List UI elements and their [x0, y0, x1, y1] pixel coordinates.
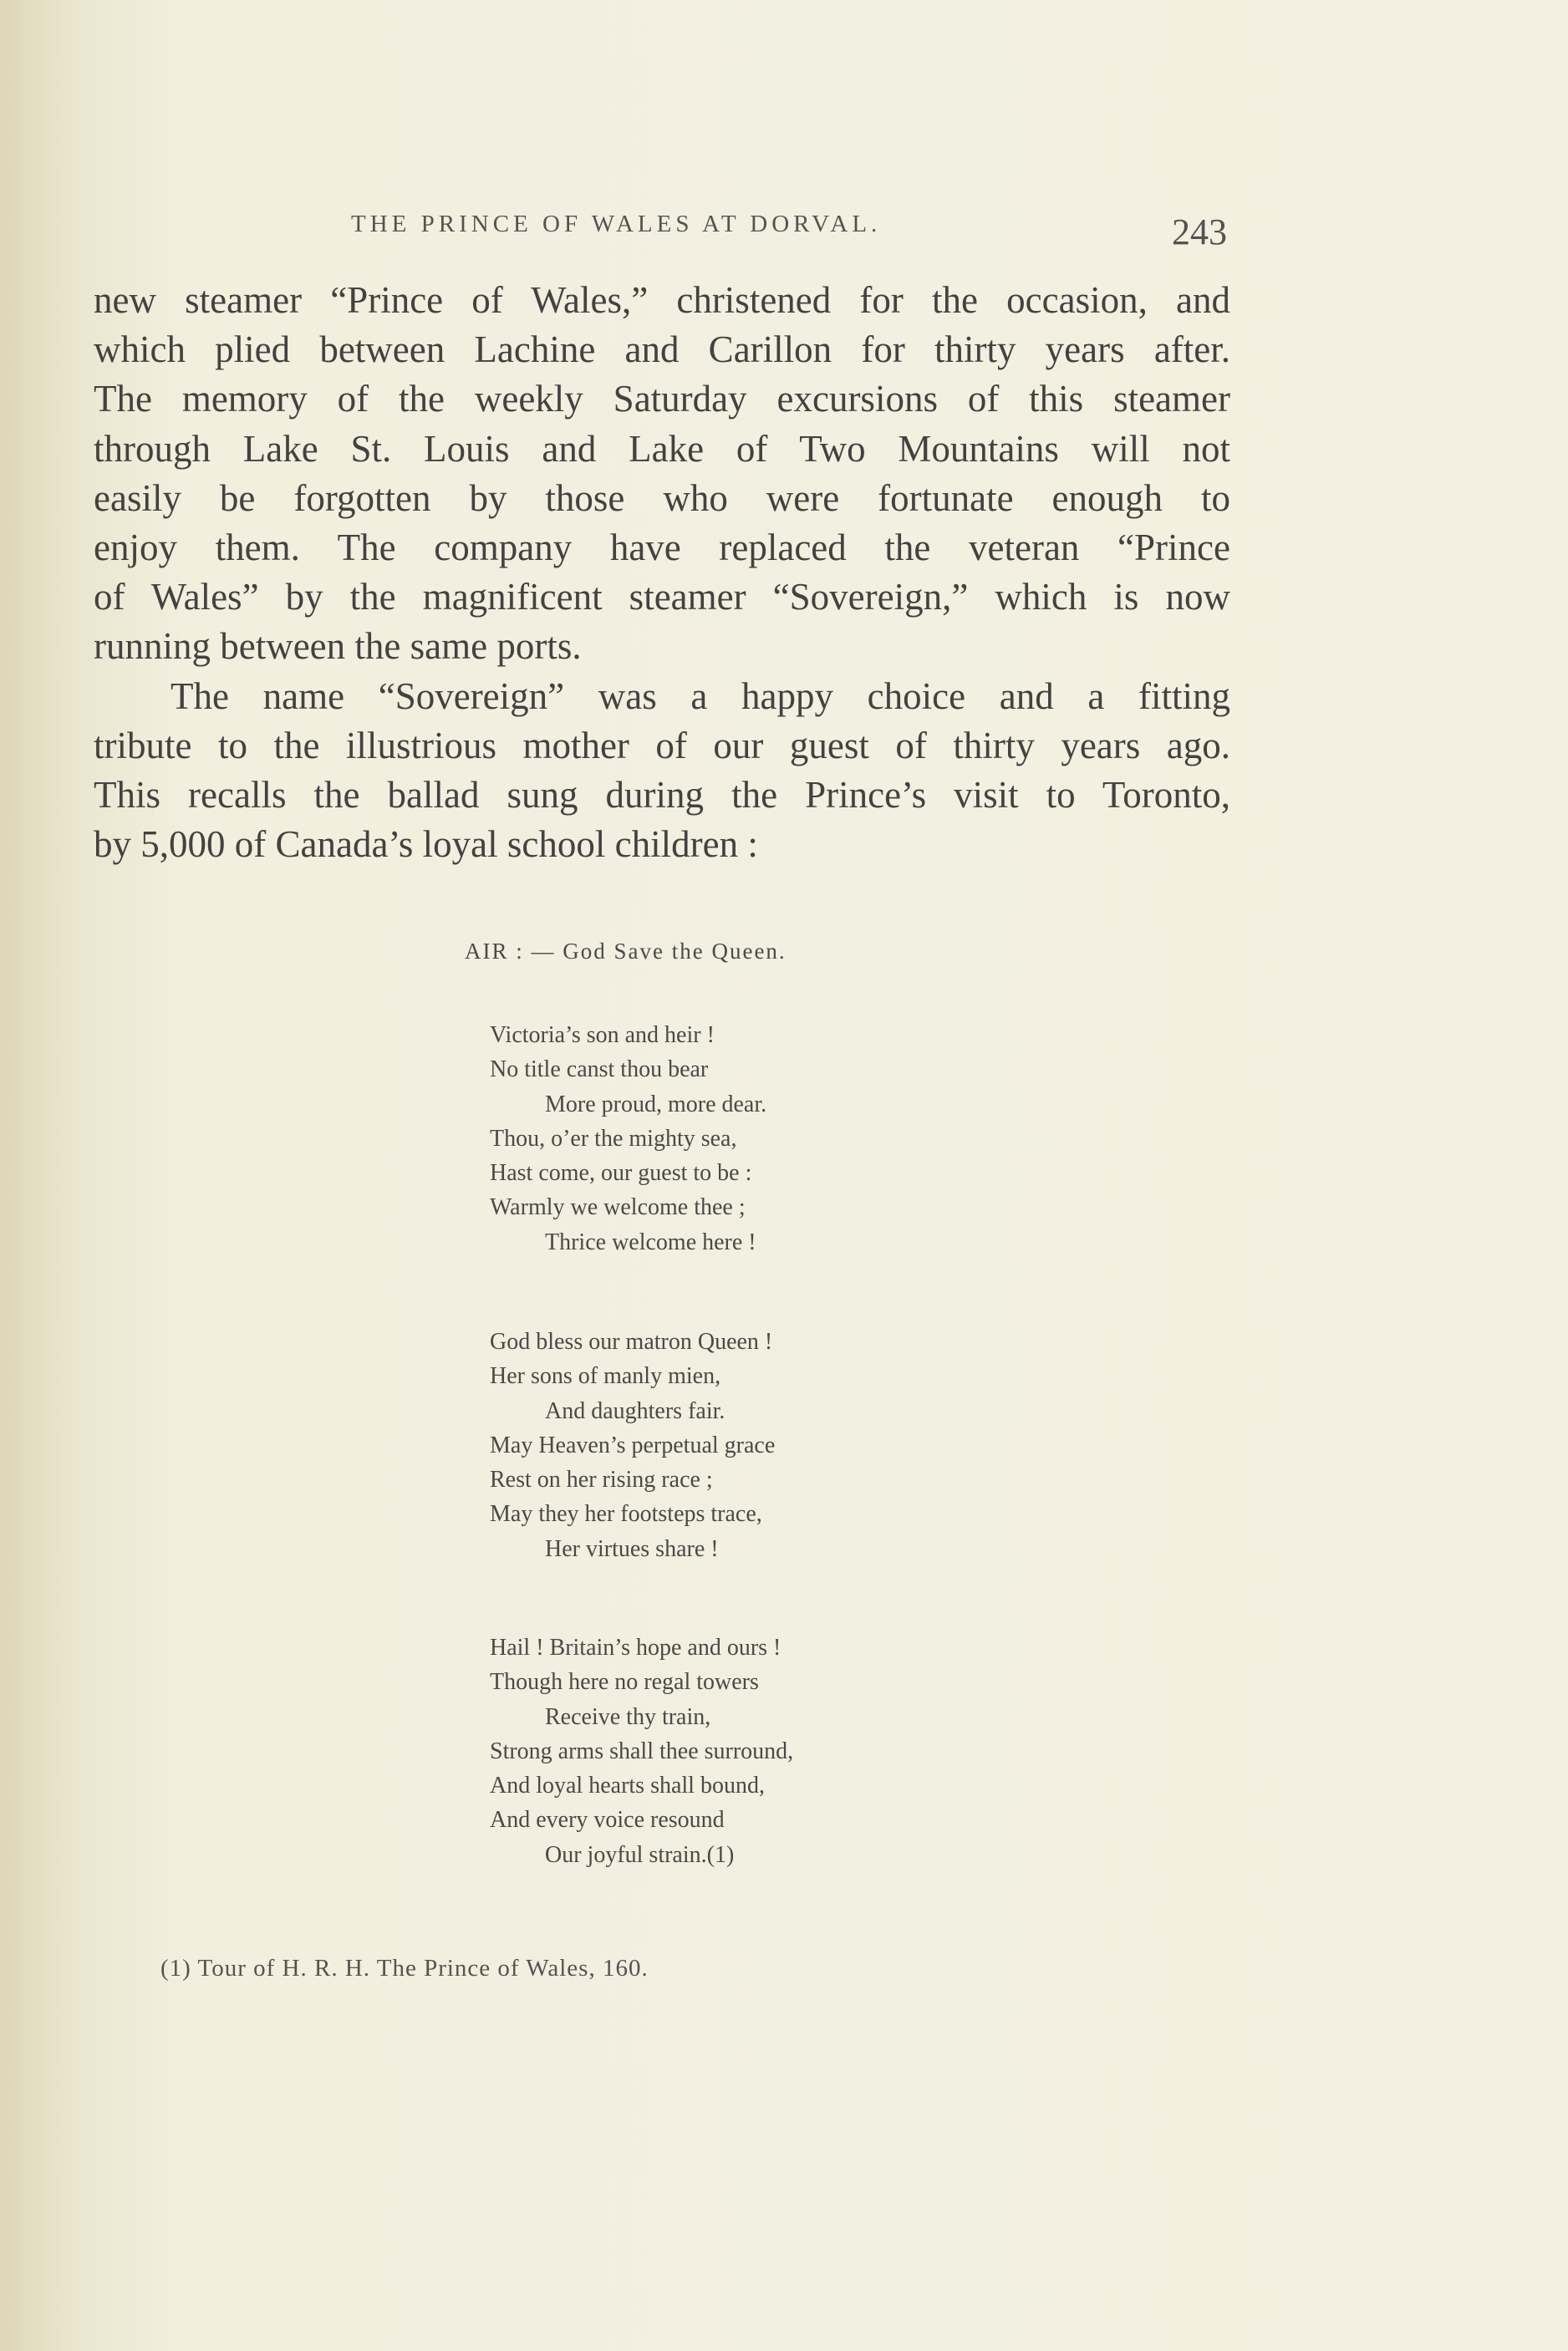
- running-title: THE PRINCE OF WALES AT DORVAL.: [351, 211, 882, 237]
- text-line: new steamer “Prince of Wales,” christened for the occasion, and: [94, 279, 1230, 321]
- poem-line: Our joyful strain.(1): [545, 1841, 735, 1868]
- poem-line: Rest on her rising race ;: [490, 1467, 713, 1494]
- stanza-2: [490, 1325, 775, 1566]
- body-text: [94, 276, 1230, 869]
- poem-line: Though here no regal towers: [490, 1669, 759, 1696]
- text-line: of Wales” by the magnificent steamer “Sovereign,” which is now: [94, 576, 1230, 618]
- poem-line: Hail ! Britain’s hope and ours !: [490, 1635, 781, 1661]
- text-line: which plied between Lachine and Carillon for thirty years after.: [94, 328, 1230, 371]
- text-line: through Lake St. Louis and Lake of Two Mountains will not: [94, 427, 1230, 470]
- poem-line: Victoria’s son and heir !: [490, 1022, 715, 1048]
- poem-line: Warmly we welcome thee ;: [490, 1194, 746, 1221]
- poem-line: God bless our matron Queen !: [490, 1329, 773, 1355]
- text-line: The memory of the weekly Saturday excursions of this steamer: [94, 378, 1230, 420]
- poem-line: Receive thy train,: [545, 1703, 711, 1730]
- poem-line: And every voice resound: [490, 1807, 725, 1834]
- paragraph-2: [94, 672, 1230, 870]
- poem-line: Her sons of manly mien,: [490, 1363, 721, 1390]
- poem-line: Her virtues share !: [545, 1535, 719, 1562]
- text-line: by 5,000 of Canada’s loyal school children :: [94, 823, 758, 866]
- text-line: running between the same ports.: [94, 625, 582, 668]
- text-line: enjoy them. The company have replaced the veteran “Prince: [94, 527, 1230, 569]
- page-number: 243: [1172, 211, 1227, 252]
- stanza-3: [490, 1631, 793, 1872]
- text-line: easily be forgotten by those who were fortunate enough to: [94, 476, 1230, 519]
- poem-line: Thou, o’er the mighty sea,: [490, 1125, 737, 1152]
- poem-line: No title canst thou bear: [490, 1056, 709, 1083]
- paragraph-1: [94, 276, 1230, 672]
- poem-line: May Heaven’s perpetual grace: [490, 1432, 776, 1458]
- stanza-1: [490, 1018, 766, 1259]
- text-line: The name “Sovereign” was a happy choice and a fitting: [171, 674, 1230, 717]
- poem-line: Thrice welcome here !: [545, 1229, 756, 1255]
- poem-line: May they her footsteps trace,: [490, 1501, 762, 1528]
- text-line: tribute to the illustrious mother of our guest of thirty years ago.: [94, 724, 1230, 766]
- poem-line: Hast come, our guest to be :: [490, 1160, 752, 1187]
- footnote: (1) Tour of H. R. H. The Prince of Wales, 160.: [160, 1955, 649, 1982]
- poem-line: And loyal hearts shall bound,: [490, 1773, 765, 1799]
- poem-line: Strong arms shall thee surround,: [490, 1738, 794, 1764]
- poem-line: And daughters fair.: [545, 1397, 725, 1424]
- poem-line: More proud, more dear.: [545, 1091, 767, 1117]
- text-line: This recalls the ballad sung during the Prince’s visit to Toronto,: [94, 774, 1230, 817]
- air-heading: AIR : — God Save the Queen.: [465, 939, 787, 964]
